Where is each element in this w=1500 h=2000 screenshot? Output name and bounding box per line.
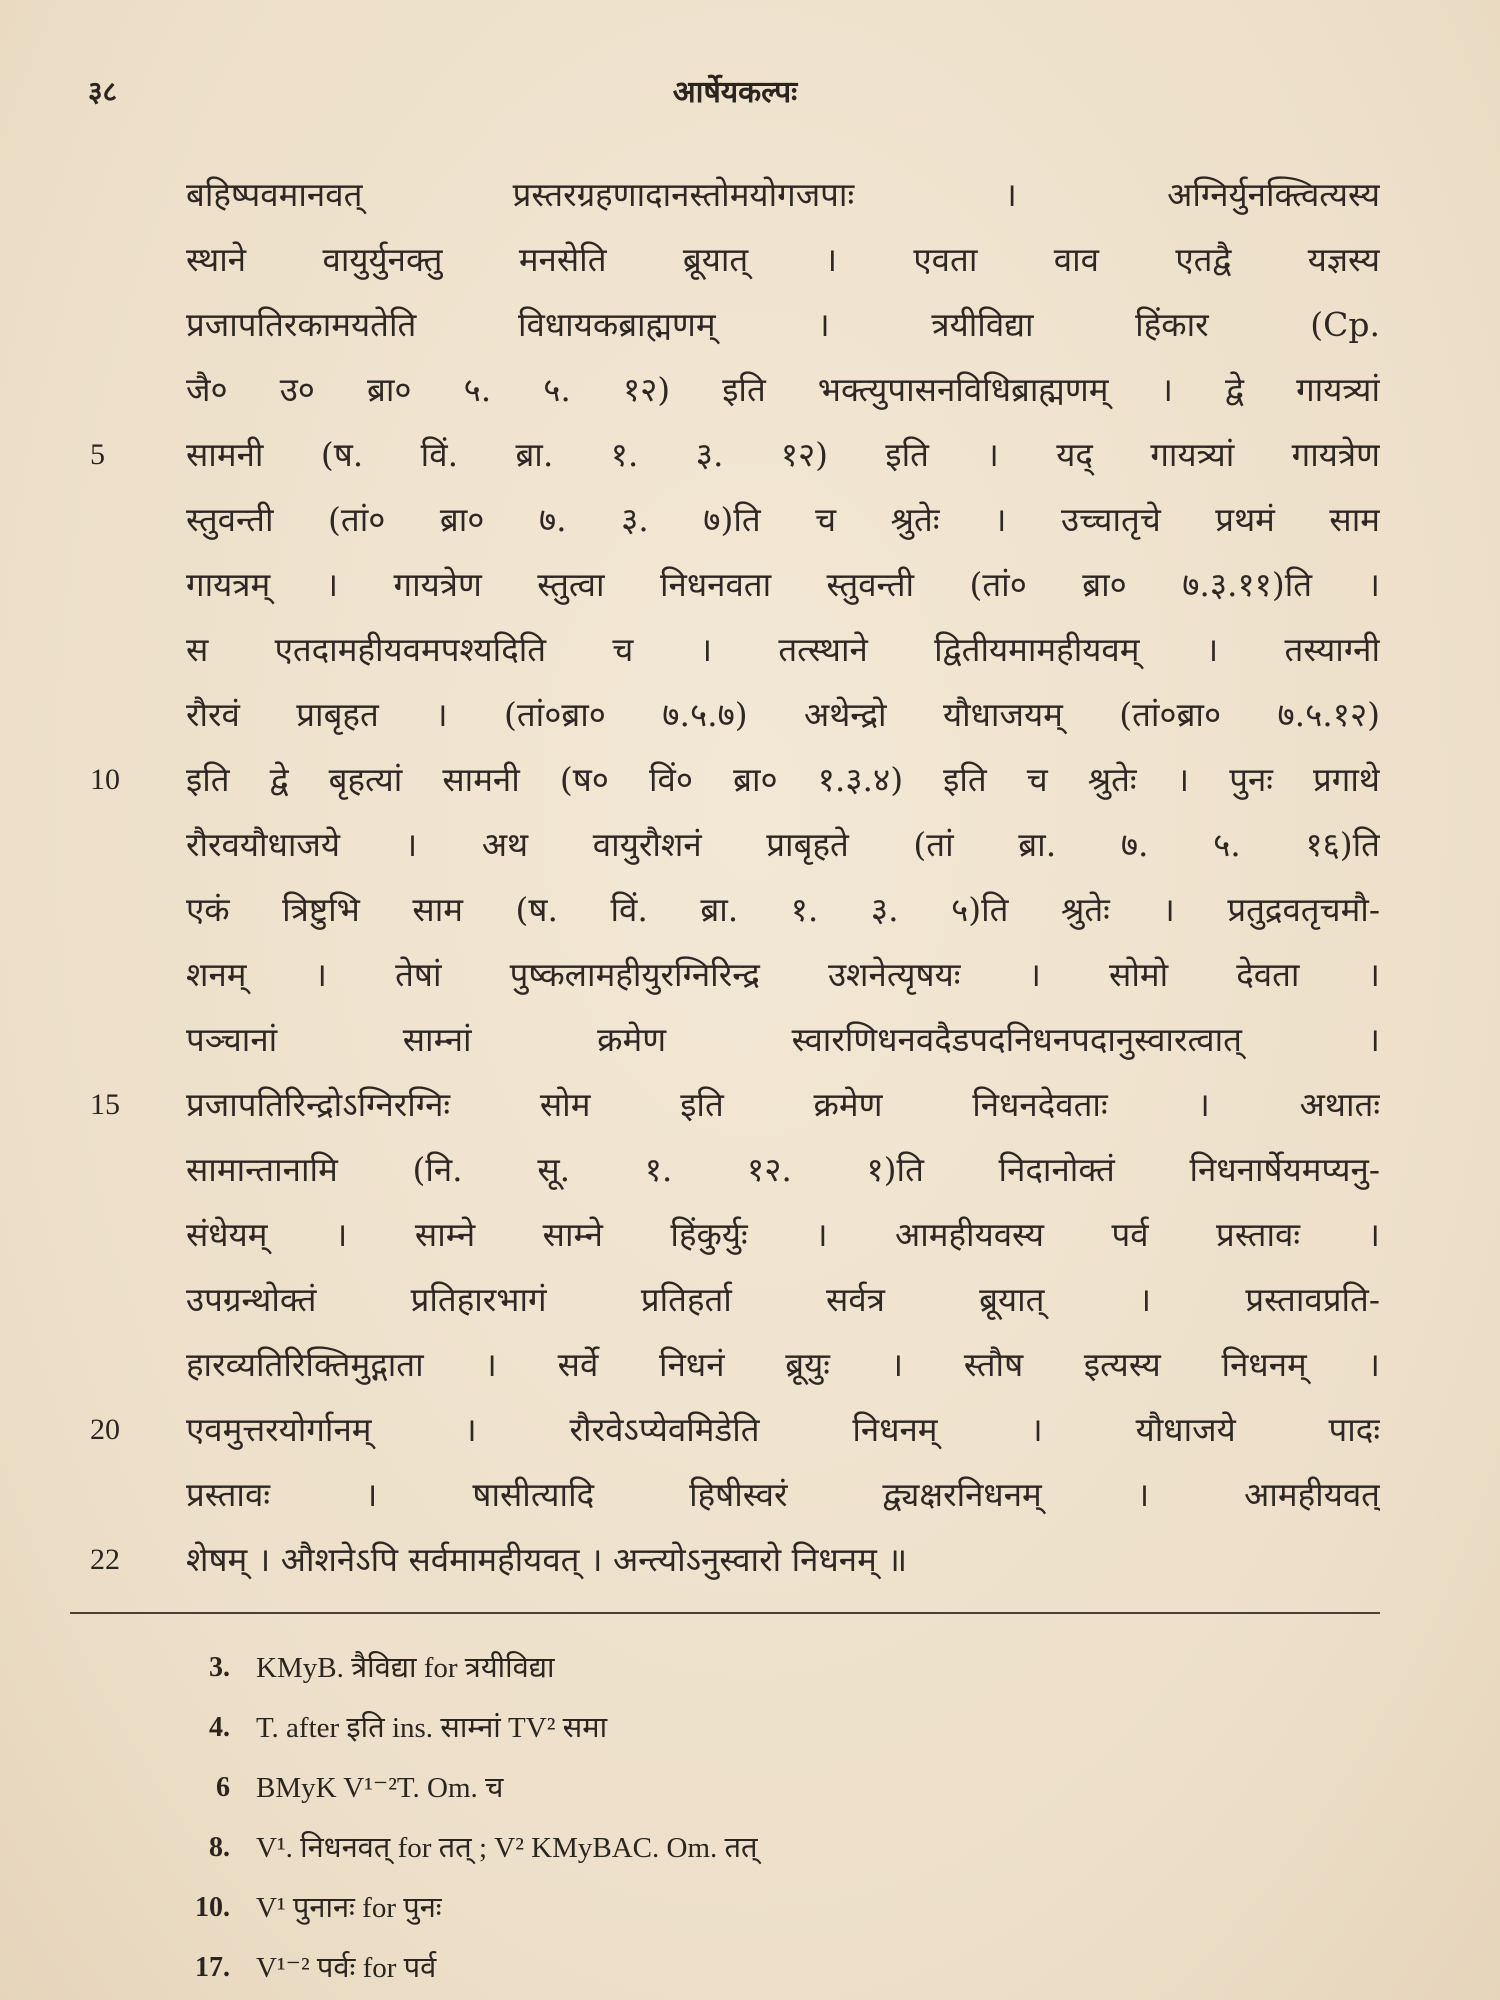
text-line [70,487,1380,552]
text-line [70,422,1380,487]
line-text: प्रजापतिरिन्द्रोऽग्निरग्निः सोम इति क्रमेण निधनदेवताः । अथातः [186,1085,1380,1124]
line-text: गायत्रम् । गायत्रेण स्तुत्वा निधनवता स्तुवन्ती (तां० ब्रा० ७.३.११)ति । [186,565,1380,604]
footnote-text: V¹ पुनानः for पुनः [256,1892,442,1924]
line-number: 20 [90,1413,120,1446]
text-line [70,1137,1380,1202]
line-text: रौरवयौधाजये । अथ वायुरौशनं प्राबृहते (तां ब्रा. ७. ५. १६)ति [186,825,1380,864]
line-text: एकं त्रिष्टुभि साम (ष. विं. ब्रा. १. ३. ५)ति श्रुतेः । प्रतुद्रवतृचमौ- [186,890,1380,929]
footnotes [120,1638,1320,1998]
line-text: रौरवं प्राबृहत । (तां०ब्रा० ७.५.७) अथेन्द्रो यौधाजयम् (तां०ब्रा० ७.५.१२) [186,695,1380,734]
footnote-divider [70,1612,1380,1614]
footnote-text: BMyK V¹⁻²T. Om. च [256,1772,504,1804]
line-text: सामनी (ष. विं. ब्रा. १. ३. १२) इति । यद् गायत्र्यां गायत्रेण [186,435,1380,474]
text-line [70,1527,1380,1592]
text-line [70,747,1380,812]
line-text: स्तुवन्ती (तां० ब्रा० ७. ३. ७)ति च श्रुतेः । उच्चातृचे प्रथमं साम [186,500,1380,539]
line-number: 5 [90,438,105,471]
line-text: बहिष्पवमानवत् प्रस्तरग्रहणादानस्तोमयोगजपाः । अग्निर्युनक्त्वित्यस्य [186,175,1380,214]
line-text: सामान्तानामि (नि. सू. १. १२. १)ति निदानोक्तं निधनार्षेयमप्यनु- [186,1150,1380,1189]
line-text: शेषम् । औशनेऽपि सर्वमामहीयवत् । अन्त्योऽनुस्वारो निधनम् ॥ [186,1540,908,1579]
text-line [70,812,1380,877]
text-line [70,1007,1380,1072]
footnote-number: 8. [209,1832,230,1863]
line-text: इति द्वे बृहत्यां सामनी (ष० विं० ब्रा० १.३.४) इति च श्रुतेः । पुनः प्रगाथे [186,760,1380,799]
text-line [70,552,1380,617]
page-header [80,64,1390,114]
footnote-number: 4. [209,1712,230,1743]
text-line [70,1462,1380,1527]
line-text: जै० उ० ब्रा० ५. ५. १२) इति भक्त्युपासनविधिब्राह्मणम् । द्वे गायत्र्यां [186,370,1380,409]
footnote-number: 10. [195,1892,230,1923]
line-text: प्रस्तावः । षासीत्यादि हिषीस्वरं द्व्यक्षरनिधनम् । आमहीयवत् [186,1475,1380,1514]
footnote-text: KMyB. त्रैविद्या for त्रयीविद्या [256,1652,555,1684]
footnote-text: V¹. निधनवत् for तत् ; V² KMyBAC. Om. तत् [256,1832,758,1864]
footnote [120,1878,1320,1938]
text-line [70,1267,1380,1332]
line-number: 22 [90,1543,120,1576]
running-title: आर्षेयकल्पः [672,75,798,110]
text-line [70,877,1380,942]
footnote [120,1638,1320,1698]
text-line [70,227,1380,292]
footnote [120,1758,1320,1818]
line-text: पञ्चानां साम्नां क्रमेण स्वारणिधनवदैडपदनिधनपदानुस्वारत्वात् । [186,1020,1380,1059]
main-text [70,162,1380,1592]
line-number: 10 [90,763,120,796]
line-number: 15 [90,1088,120,1121]
page-number: ३८ [88,75,118,108]
footnote [120,1938,1320,1998]
footnote-number: 6 [216,1772,230,1803]
line-text: शनम् । तेषां पुष्कलामहीयुरग्निरिन्द्र उशनेत्यृषयः । सोमो देवता । [186,955,1380,994]
text-line [70,682,1380,747]
text-line [70,292,1380,357]
line-text: प्रजापतिरकामयतेति विधायकब्राह्मणम् । त्रयीविद्या हिंकार (Cp. [186,305,1380,344]
line-text: उपग्रन्थोक्तं प्रतिहारभागं प्रतिहर्ता सर्वत्र ब्रूयात् । प्रस्तावप्रति- [186,1280,1380,1319]
text-line [70,1332,1380,1397]
footnote [120,1818,1320,1878]
footnote-number: 3. [209,1652,230,1683]
line-text: संधेयम् । साम्ने साम्ने हिंकुर्युः । आमहीयवस्य पर्व प्रस्तावः । [186,1215,1380,1254]
footnote [120,1698,1320,1758]
text-line [70,1397,1380,1462]
text-line [70,357,1380,422]
footnote-number: 17. [195,1952,230,1983]
line-text: स एतदामहीयवमपश्यदिति च । तत्स्थाने द्वितीयमामहीयवम् । तस्याग्नी [186,630,1380,669]
line-text: एवमुत्तरयोर्गानम् । रौरवेऽप्येवमिडेति निधनम् । यौधाजये पादः [186,1410,1380,1449]
footnote-text: V¹⁻² पर्वः for पर्व [256,1952,437,1984]
text-line [70,1202,1380,1267]
line-text: हारव्यतिरिक्तिमुद्गाता । सर्वे निधनं ब्रूयुः । स्तौष इत्यस्य निधनम् । [186,1345,1380,1384]
footnote-text: T. after इति ins. साम्नां TV² समा [256,1712,608,1744]
text-line [70,1072,1380,1137]
line-text: स्थाने वायुर्युनक्तु मनसेति ब्रूयात् । एवता वाव एतद्वै यज्ञस्य [186,240,1380,279]
text-line [70,162,1380,227]
text-line [70,942,1380,1007]
text-line [70,617,1380,682]
